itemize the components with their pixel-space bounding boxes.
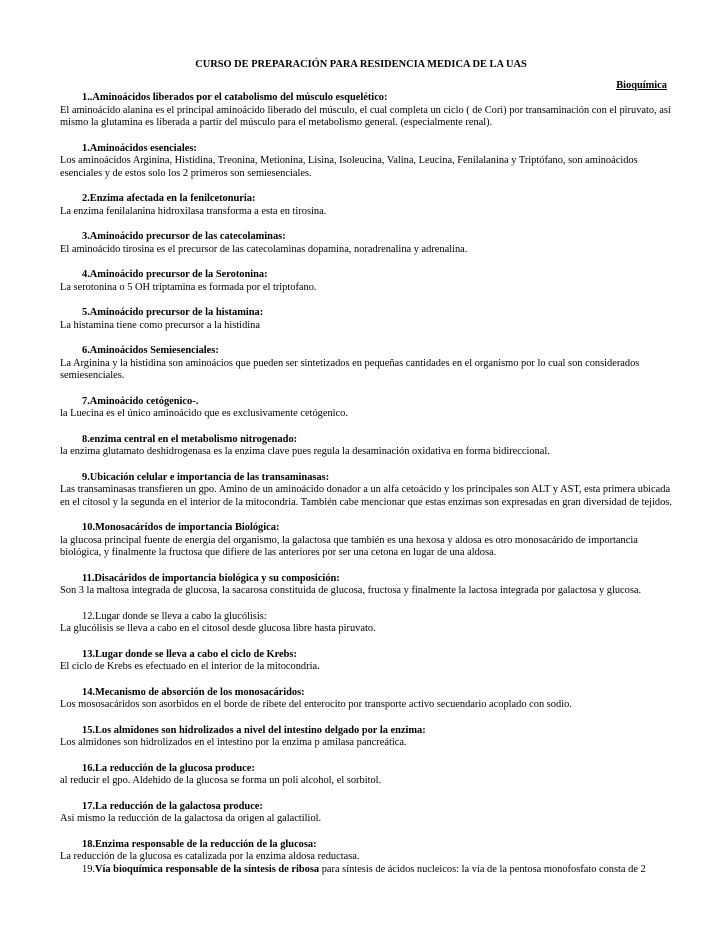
section [60, 193, 672, 218]
section [60, 763, 672, 788]
section-heading: 18.Enzima responsable de la reducción de la glucosa: [82, 838, 317, 850]
section-body: Los mososacáridos son asorbidos en el borde de ribete del enterocito por transporte activo secuendario acoplado con sodio. [60, 699, 572, 710]
section [60, 269, 672, 294]
section [60, 472, 672, 510]
section [60, 143, 672, 181]
section-body: Las transaminasas transfieren un gpo. Amino de un aminoácido donador a un alfa cetoácido y los principales son ALT y AST, esta primera ubicada en el citosol y la segunda en el interior de la mitocondria. También cabe mencionar que estas enzimas son expresadas en gran diversidad de tejidos. [60, 484, 672, 508]
section-body: Así mismo la reducción de la galactosa da origen al galactiliol. [60, 813, 322, 824]
section-heading: 8.enzima central en el metabolismo nitrogenado: [82, 433, 298, 445]
document-page [60, 58, 672, 876]
section [60, 345, 672, 383]
section-body: la glucosa principal fuente de energía del organismo, la galactosa que también es una hexosa y aldosa es otro monosacárido de importancia biológica, y finalmente la fructosa que difiere de las anteriores por ser una cetona en lugar de una aldosa. [60, 534, 638, 558]
section [60, 231, 672, 256]
document-subtitle: Bioquímica [616, 80, 667, 91]
section [60, 611, 672, 636]
section [60, 573, 672, 598]
section [60, 725, 672, 750]
section-heading: 1..Aminoácidos liberados por el catabolismo del músculo esquelético: [82, 92, 388, 103]
section [60, 396, 672, 421]
section [60, 434, 672, 459]
section-heading: 17.La reducción de la galactosa produce: [82, 800, 263, 812]
section-body: Los almidones son hidrolizados en el intestino por la enzima p amilasa pancreática. [60, 737, 407, 748]
section-heading: 12.Lugar donde se lleva a cabo la glucólisis: [82, 610, 267, 622]
section-heading: 11.Disacáridos de importancia biológica y su composición: [82, 572, 340, 584]
section-heading: 16.La reducción de la glucosa produce: [82, 762, 255, 774]
section-body: La Arginina y la histidina son aminoácios que pueden ser sintetizados en pequeñas cantidades en el organismo por lo cual son considerados semiesenciales. [60, 357, 640, 381]
section-heading: 5.Aminoácido precursor de la histamina: [82, 307, 264, 318]
section-body: La glucólisis se lleva a cabo en el citosol desde glucosa libre hasta piruvato. [60, 623, 376, 634]
section-heading: 15.Los almidones son hidrolizados a nivel del intestino delgado por la enzima: [82, 724, 426, 736]
section-heading: 2.Enzima afectada en la fenilcetonuria: [82, 193, 256, 204]
section-body: El aminoácido tirosina es el precursor de las catecolaminas dopamina, noradrenalina y adrenalina. [60, 243, 468, 255]
section [60, 92, 672, 130]
section-heading: 13.Lugar donde se lleva a cabo el ciclo de Krebs: [82, 648, 297, 660]
section [60, 687, 672, 712]
section-heading: 6.Aminoácidos Semiesenciales: [82, 345, 219, 356]
sections-container [60, 92, 672, 864]
section-body: La reducción de la glucosa es catalizada por la enzima aldosa reductasa. [60, 851, 360, 862]
section-heading: 10.Monosacáridos de importancia Biológica: [82, 522, 280, 533]
section-body: El ciclo de Krebs es efectuado en el interior de la mitocondria. [60, 661, 320, 672]
section [60, 801, 672, 826]
section-19-text: para síntesis de ácidos nucleicos: la vía de la pentosa monofosfato consta de 2 [319, 863, 646, 875]
section-heading: 9.Ubicación celular e importancia de las transaminasas: [82, 471, 330, 483]
section-heading: 7.Aminoácido cetógenico-. [82, 395, 199, 407]
section [60, 307, 672, 332]
section-body: La enzima fenilalanina hidroxilasa transforma a esta en tirosina. [60, 205, 327, 217]
section [60, 522, 672, 560]
document-title: CURSO DE PREPARACIÓN PARA RESIDENCIA MEDICA DE LA UAS [195, 59, 527, 70]
section-heading: 1.Aminoácidos esenciales: [82, 142, 197, 154]
section-19-number: 19. [82, 863, 95, 875]
section-body: La serotonina o 5 OH triptamina es formada por el triptofano. [60, 281, 317, 293]
section-19-line [60, 864, 672, 877]
section-body: la Luecina es el único aminoácido que es exclusivamente cetógenico. [60, 408, 348, 419]
section-body: Los aminoácidos Arginina, Histidina, Treonina, Metionina, Lisina, Isoleucina, Valina, Leucina, Fenilalanina y Triptófano, son aminoácidos esenciales y de estos solo los 2 primeros son semiesenciales. [60, 155, 638, 179]
section-body: al reducir el gpo. Aldehido de la glucosa se forma un poli alcohol, el sorbitol. [60, 775, 382, 786]
section [60, 649, 672, 674]
section-19-heading: Vía bioquímica responsable de la síntesis de ribosa [95, 863, 320, 875]
section [60, 839, 672, 864]
section-heading: 4.Aminoácido precursor de la Serotonina: [82, 269, 268, 280]
section-body: El aminoácido alanina es el principal aminoácido liberado del músculo, el cual completa un ciclo ( de Cori) por transaminación con el piruvato, así mismo la glutamina es liberada a partir del músculo para el metabolismo general. (especialmente renal). [60, 104, 671, 128]
section-body: La histamina tiene como precursor a la histidina [60, 319, 260, 331]
section-heading: 3.Aminoácido precursor de las catecolaminas: [82, 231, 286, 242]
section-body: la enzima glutamato deshidrogenasa es la enzima clave pues regula la desaminación oxidativa en forma bidireccional. [60, 446, 550, 457]
section-body: Son 3 la maltosa integrada de glucosa, la sacarosa constituida de glucosa, fructosa y finalmente la lactosa integrada por galactosa y glucosa. [60, 585, 642, 596]
section-heading: 14.Mecanismo de absorción de los monosacáridos: [82, 686, 305, 698]
